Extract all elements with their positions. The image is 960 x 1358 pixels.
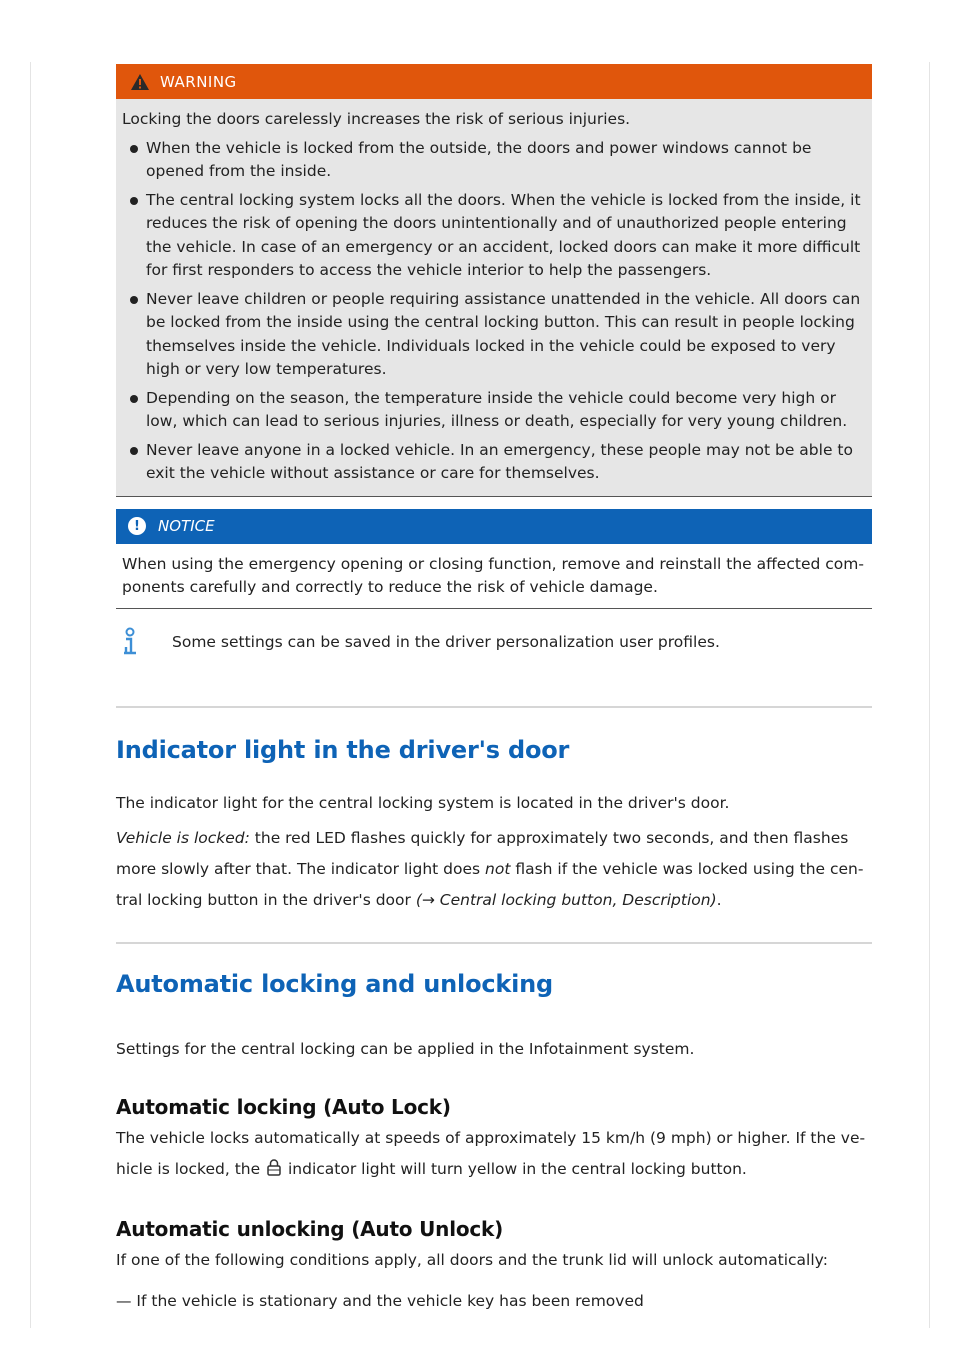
warning-list <box>122 137 866 486</box>
info-note-text: Some settings can be saved in the driver personalization user profiles. <box>172 632 720 651</box>
indicator-paragraph: The indicator light for the central locking system is located in the driver's door. <box>116 793 730 812</box>
locked-not: not <box>485 859 511 878</box>
warning-box <box>116 64 872 497</box>
notice-text: When using the emergency opening or closing function, remove and reinstall the affected components carefully and correctly to reduce the risk of vehicle damage. <box>116 544 872 609</box>
notice-exclamation-icon: ! <box>128 517 146 535</box>
auto-lock-text-b: indicator light will turn yellow in the central locking button. <box>283 1159 747 1178</box>
warning-intro: Locking the doors carelessly increases the risk of serious injuries. <box>122 110 631 128</box>
warning-item: Depending on the season, the temperature inside the vehicle could become very high or low, which can lead to serious injuries, illness or death, especially for very young children. <box>122 387 866 434</box>
cross-reference-link[interactable]: (→ Central locking button, Description) <box>415 890 717 909</box>
section-divider <box>116 942 872 944</box>
warning-heading: WARNING <box>160 72 237 91</box>
locked-end: . <box>716 890 722 909</box>
locked-label: Vehicle is locked: <box>116 828 250 847</box>
info-note <box>116 627 872 661</box>
auto-lock-text-a: The vehicle locks automatically at speeds of approximately 15 km/h (9 mph) or higher. If the vehicle is locked, the <box>116 1128 866 1178</box>
section-divider <box>116 706 872 708</box>
auto-unlock-intro: If one of the following conditions apply, all doors and the trunk lid will unlock automatically: <box>116 1250 828 1269</box>
warning-body <box>116 99 872 497</box>
warning-item: Never leave children or people requiring assistance unattended in the vehicle. All doors can be locked from the inside using the central locking button. This can result in people locking themselves inside the vehicle. Individuals locked in the vehicle could be exposed to very high or very low temperatures. <box>122 288 866 382</box>
section-title-indicator: Indicator light in the driver's door <box>116 735 570 764</box>
auto-lock-paragraph <box>116 1123 872 1185</box>
locked-text-b: flash if the vehicle was locked using the central locking button in the driver's door <box>116 859 864 909</box>
warning-item: Never leave anyone in a locked vehicle. In an emergency, these people may not be able to exit the vehicle without assistance or care for themselves. <box>122 439 866 486</box>
info-icon <box>116 627 172 661</box>
auto-unlock-item: — If the vehicle is stationary and the vehicle key has been removed <box>116 1291 644 1310</box>
locked-text-a: the red LED flashes quickly for approximately two seconds, and then flashes more slowly after that. The indicator light does <box>116 828 849 878</box>
right-margin-rule <box>929 62 930 1328</box>
notice-box <box>116 509 872 609</box>
auto-lock-heading: Automatic locking (Auto Lock) <box>116 1094 451 1119</box>
notice-header <box>116 509 872 544</box>
lock-icon <box>267 1159 281 1176</box>
warning-item: The central locking system locks all the doors. When the vehicle is locked from the inside, it reduces the risk of opening the doors unintentionally and of unauthorized people entering the vehicle. In case of an emergency or an accident, locked doors can make it more difficult for first responders to access the vehicle interior to help the passengers. <box>122 189 866 283</box>
warning-header <box>116 64 872 99</box>
auto-unlock-heading: Automatic unlocking (Auto Unlock) <box>116 1216 504 1241</box>
notice-heading: NOTICE <box>158 517 215 535</box>
left-margin-rule <box>30 62 31 1328</box>
page-content <box>116 64 872 1317</box>
warning-item: When the vehicle is locked from the outside, the doors and power windows cannot be opened from the inside. <box>122 137 866 184</box>
warning-triangle-icon <box>130 73 150 91</box>
section-title-auto: Automatic locking and unlocking <box>116 969 554 998</box>
auto-intro: Settings for the central locking can be applied in the Infotainment system. <box>116 1039 695 1058</box>
locked-paragraph <box>116 823 872 916</box>
